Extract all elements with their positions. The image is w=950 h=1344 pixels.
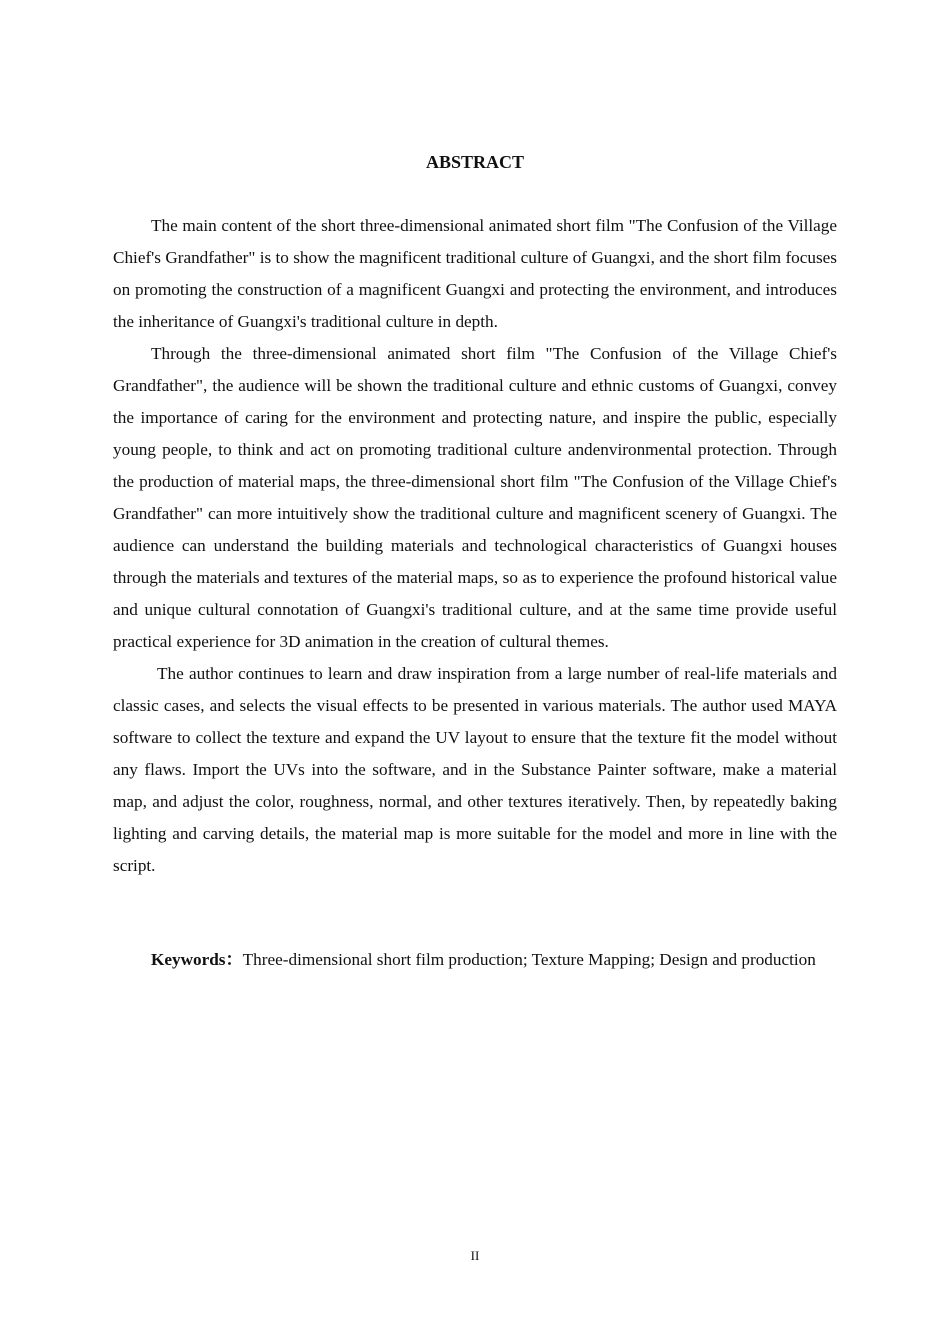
- abstract-paragraph-3: The author continues to learn and draw inspiration from a large number of real-life materials and classic cases, and selects the visual effects to be presented in various materials. The author used MAYA software to collect the texture and expand the UV layout to ensure that the texture fit the model without any flaws. Import the UVs into the software, and in the Substance Painter software, make a material map, and adjust the color, roughness, normal, and other textures iteratively. Then, by repeatedly baking lighting and carving details, the material map is more suitable for the model and more in line with the script.: [113, 664, 837, 875]
- abstract-body: [113, 210, 837, 882]
- abstract-title: ABSTRACT: [425, 152, 525, 172]
- keywords-label: Keywords：: [151, 950, 243, 969]
- page-number: II: [470, 1248, 480, 1263]
- abstract-paragraph-2: Through the three-dimensional animated short film "The Confusion of the Village Chief's Grandfather", the audience will be shown the traditional culture and ethnic customs of Guangxi, convey the importance of caring for the environment and protecting nature, and inspire the public, especially young people, to think and act on promoting traditional culture andenvironmental protection. Through the production of material maps, the three-dimensional short film "The Confusion of the Village Chief's Grandfather" can more intuitively show the traditional culture and magnificent scenery of Guangxi. The audience can understand the building materials and technological characteristics of Guangxi houses through the materials and textures of the material maps, so as to experience the profound historical value and unique cultural connotation of Guangxi's traditional culture, and at the same time provide useful practical experience for 3D animation in the creation of cultural themes.: [113, 344, 837, 651]
- keywords-line: [113, 944, 837, 976]
- abstract-paragraph-1: The main content of the short three-dimensional animated short film "The Confusion of the Village Chief's Grandfather" is to show the magnificent traditional culture of Guangxi, and the short film focuses on promoting the construction of a magnificent Guangxi and protecting the environment, and introduces the inheritance of Guangxi's traditional culture in depth.: [113, 216, 837, 331]
- keywords-text: Three-dimensional short film production; Texture Mapping; Design and production: [242, 950, 816, 969]
